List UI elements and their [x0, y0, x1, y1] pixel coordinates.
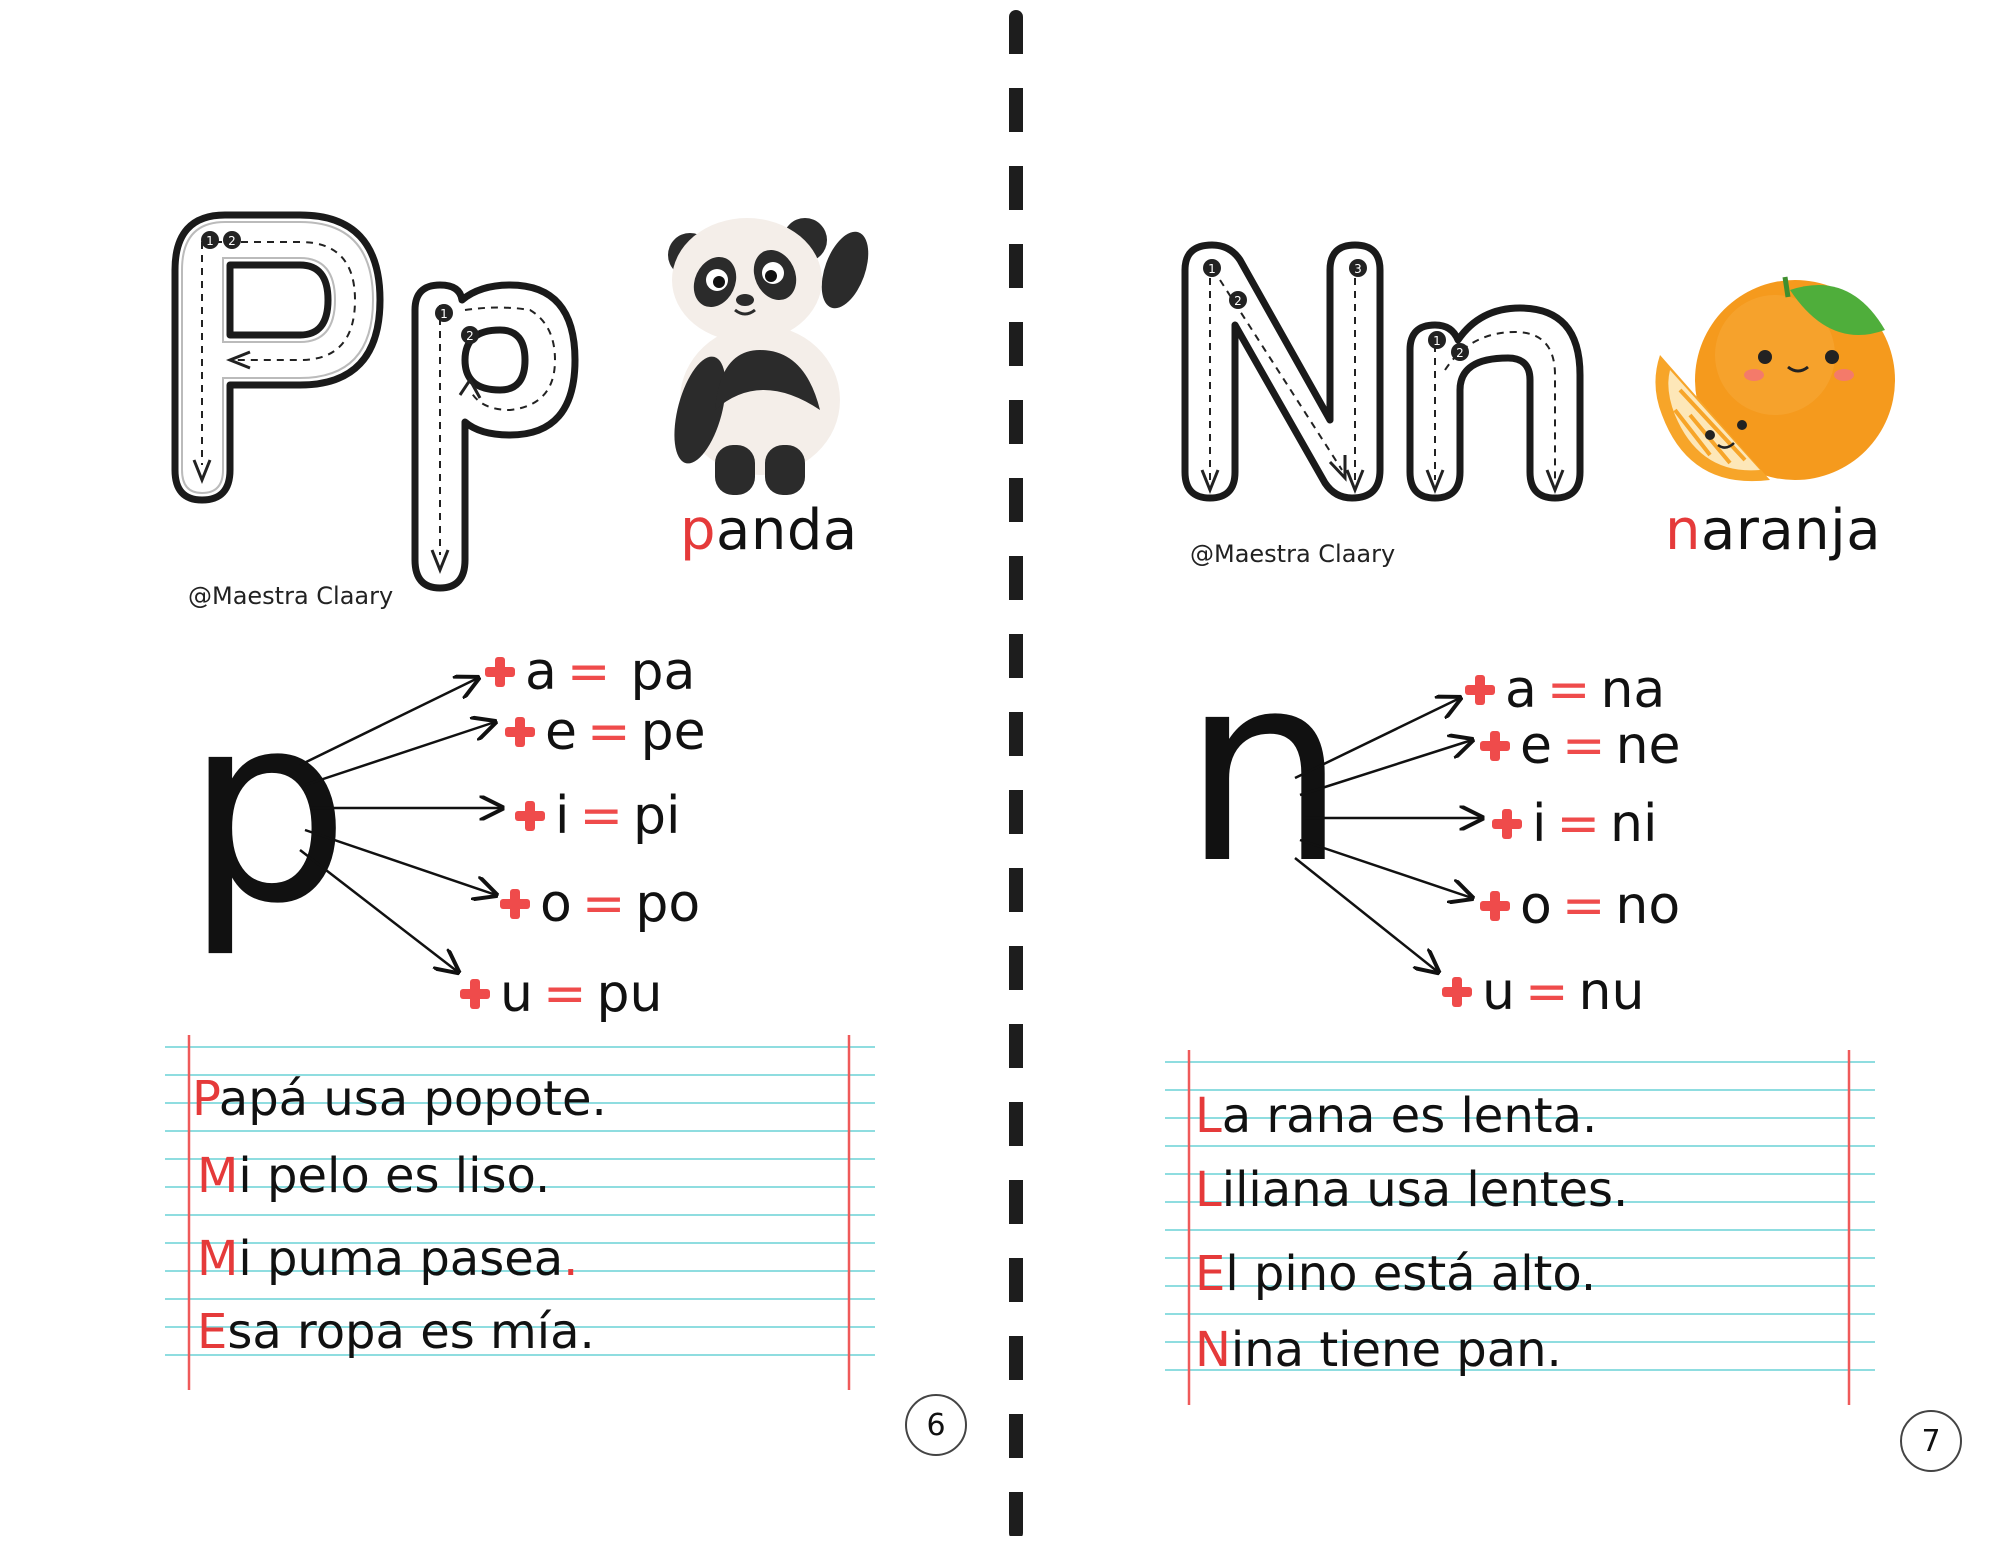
- svg-text:2: 2: [1456, 346, 1464, 360]
- page-number: 7: [1900, 1410, 1962, 1472]
- svg-text:2: 2: [228, 234, 236, 248]
- sentence-line: Liliana usa lentes.: [1195, 1162, 1629, 1218]
- svg-text:1: 1: [440, 307, 448, 321]
- sentence-line: Esa ropa es mía.: [197, 1304, 595, 1360]
- sentence-line: Mi pelo es liso.: [197, 1148, 551, 1204]
- picture-word-initial: p: [680, 498, 717, 563]
- syllable-row: i = pi: [515, 790, 681, 842]
- syllable-row: o = no: [1480, 880, 1680, 932]
- syllable-row: u = nu: [1442, 966, 1644, 1018]
- syllable-row: o = po: [500, 878, 700, 930]
- plus-icon: [485, 657, 515, 687]
- syllable-row: i = ni: [1492, 798, 1657, 850]
- svg-text:2: 2: [1234, 294, 1242, 308]
- picture-word-initial: n: [1665, 498, 1701, 563]
- consonant-letter: n: [1182, 619, 1347, 921]
- page-number: 6: [905, 1394, 967, 1456]
- notebook-sentences: [165, 1035, 875, 1395]
- notebook-sentences: [1165, 1050, 1875, 1410]
- plus-icon: [460, 979, 490, 1009]
- author-credit: @Maestra Claary: [188, 582, 394, 610]
- author-credit: @Maestra Claary: [1190, 540, 1396, 568]
- plus-icon: [515, 801, 545, 831]
- syllable-row: a = pa: [485, 646, 695, 698]
- sentence-line: El pino está alto.: [1195, 1246, 1597, 1302]
- consonant-letter: p: [185, 659, 351, 961]
- sentence-line: La rana es lenta.: [1195, 1088, 1598, 1144]
- svg-text:1: 1: [1433, 334, 1441, 348]
- svg-text:3: 3: [1354, 262, 1362, 276]
- sentence-line: Papá usa popote.: [192, 1071, 607, 1127]
- syllable-row: u = pu: [460, 968, 663, 1020]
- picture-word-rest: anda: [716, 498, 858, 563]
- picture-word-rest: aranja: [1701, 498, 1882, 563]
- plus-icon: [1442, 977, 1472, 1007]
- plus-icon: [505, 717, 535, 747]
- plus-icon: [1492, 809, 1522, 839]
- sentence-line: Nina tiene pan.: [1195, 1322, 1562, 1378]
- plus-icon: [1480, 731, 1510, 761]
- plus-icon: [1465, 675, 1495, 705]
- syllable-row: a = na: [1465, 664, 1665, 716]
- right-page: [1000, 0, 2000, 1545]
- svg-text:1: 1: [206, 234, 214, 248]
- sentence-line: Mi puma pasea.: [197, 1231, 579, 1287]
- plus-icon: [1480, 891, 1510, 921]
- svg-text:2: 2: [466, 329, 474, 343]
- syllable-row: e = pe: [505, 706, 706, 758]
- syllable-row: e = ne: [1480, 720, 1681, 772]
- plus-icon: [500, 889, 530, 919]
- svg-text:1: 1: [1208, 262, 1216, 276]
